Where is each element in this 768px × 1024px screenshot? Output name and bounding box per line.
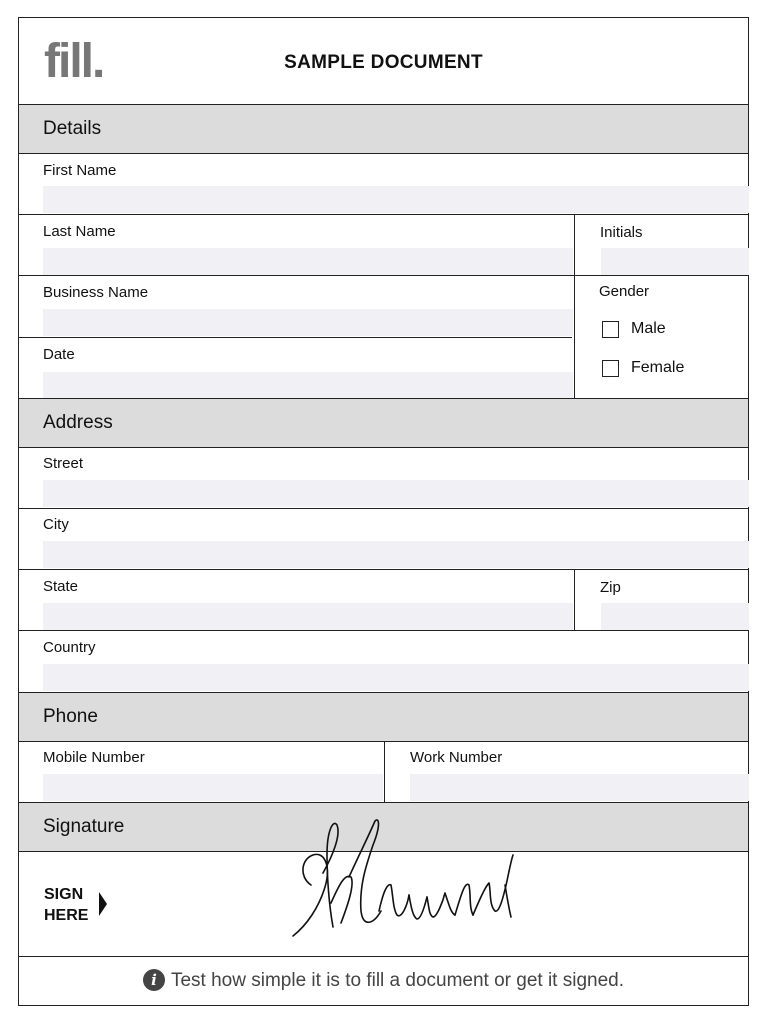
state-label: State — [43, 578, 79, 595]
business-name-input[interactable] — [43, 309, 573, 336]
last-name-label: Last Name — [43, 223, 116, 240]
business-name-label: Business Name — [43, 284, 149, 301]
date-label: Date — [43, 346, 75, 363]
work-number-label: Work Number — [410, 749, 503, 766]
first-name-label: First Name — [43, 162, 117, 179]
initials-input[interactable] — [601, 248, 749, 275]
country-input[interactable] — [43, 664, 749, 691]
section-title-address: Address — [43, 412, 113, 433]
state-input[interactable] — [43, 603, 573, 630]
section-title-details: Details — [43, 118, 102, 139]
divider — [19, 153, 748, 154]
divider — [19, 275, 748, 276]
divider — [19, 630, 748, 631]
section-address — [19, 399, 748, 447]
city-input[interactable] — [43, 541, 749, 568]
last-name-input[interactable] — [43, 248, 573, 275]
fill-logo: fill. — [44, 35, 104, 88]
initials-label: Initials — [600, 224, 643, 241]
divider — [19, 569, 748, 570]
divider — [19, 956, 748, 957]
gender-label: Gender — [599, 283, 650, 300]
info-icon: i — [143, 969, 165, 991]
section-title-signature: Signature — [43, 816, 125, 837]
work-number-input[interactable] — [410, 774, 749, 801]
divider — [19, 508, 748, 509]
city-label: City — [43, 516, 69, 533]
zip-input[interactable] — [601, 603, 749, 630]
male-checkbox[interactable] — [602, 321, 619, 338]
footer-note — [19, 969, 748, 992]
mobile-number-label: Mobile Number — [43, 749, 145, 766]
section-title-phone: Phone — [43, 706, 98, 727]
sign-here-arrow-icon — [99, 892, 107, 916]
footer-text: Test how simple it is to fill a document or get it signed. — [170, 970, 625, 991]
divider — [384, 742, 385, 803]
section-details — [19, 105, 748, 153]
male-option-label: Male — [631, 320, 666, 337]
document-title: SAMPLE DOCUMENT — [284, 52, 483, 73]
country-label: Country — [43, 639, 96, 656]
divider — [574, 570, 575, 631]
divider — [19, 447, 748, 448]
first-name-input[interactable] — [43, 186, 749, 213]
signature-drawing[interactable] — [289, 815, 529, 945]
zip-label: Zip — [600, 579, 621, 596]
street-label: Street — [43, 455, 84, 472]
street-input[interactable] — [43, 480, 749, 507]
divider — [574, 215, 575, 399]
sign-here-label: SIGN HERE — [44, 886, 89, 924]
date-input[interactable] — [43, 372, 573, 399]
female-option-label: Female — [631, 359, 685, 376]
section-phone — [19, 693, 748, 741]
divider — [19, 214, 748, 215]
divider — [19, 337, 572, 338]
female-checkbox[interactable] — [602, 360, 619, 377]
document-form — [18, 17, 749, 1006]
mobile-number-input[interactable] — [43, 774, 383, 801]
